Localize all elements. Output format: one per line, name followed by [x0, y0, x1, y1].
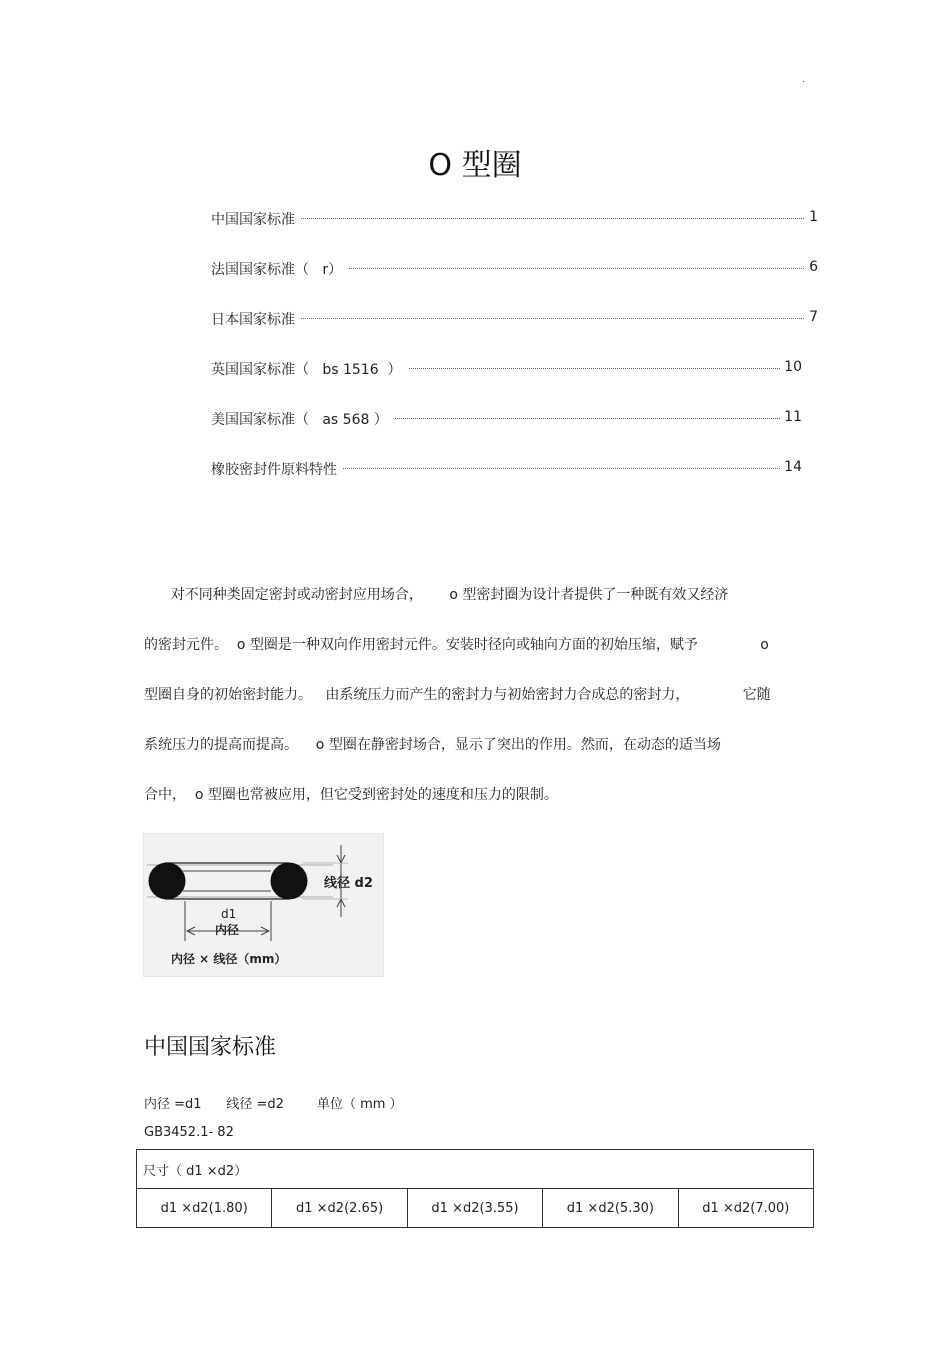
- toc-entry[interactable]: [211, 209, 818, 229]
- figure-caption: 内径 × 线径（mm）: [171, 952, 287, 966]
- intro-line: 合中， o 型圈也常被应用，但它受到密封处的速度和压力的限制。: [144, 787, 558, 803]
- intro-line: 对不同种类固定密封或动密封应用场合， o 型密封圈为设计者提供了一种既有效又经济: [144, 587, 729, 603]
- units-line: 内径 =d1 线径 =d2 单位（ mm ）: [144, 1097, 403, 1112]
- intro-line: 型圈自身的初始密封能力。 由系统压力而产生的密封力与初始密封力合成总的密封力， 它随: [144, 687, 771, 703]
- label-d1: d1: [221, 907, 237, 921]
- table-column-header: d1 ×d2(7.00): [678, 1189, 813, 1228]
- table-row: [137, 1150, 814, 1189]
- toc-entry-page: 10: [780, 359, 802, 375]
- size-table: [136, 1149, 814, 1228]
- intro-line: 的密封元件。 o 型圈是一种双向作用密封元件。安装时径向或轴向方面的初始压缩，赋予 o: [144, 637, 769, 653]
- toc-entry-label: 英国国家标准（ bs 1516 ）: [211, 359, 408, 379]
- table-header-cell: 尺寸（ d1 ×d2）: [137, 1150, 814, 1189]
- toc-entry-page: 14: [780, 459, 802, 475]
- standard-code: GB3452.1- 82: [144, 1125, 234, 1140]
- table-column-header: d1 ×d2(1.80): [137, 1189, 272, 1228]
- toc-entry-page: 6: [805, 259, 818, 275]
- section-heading: 中国国家标准: [144, 1035, 277, 1060]
- toc-entry-label: 中国国家标准: [211, 209, 301, 229]
- table-row: [137, 1189, 814, 1228]
- toc-entry[interactable]: [211, 409, 802, 429]
- toc-entry[interactable]: [211, 359, 802, 379]
- o-ring-cross-section-left: [149, 863, 186, 900]
- toc-entry[interactable]: [211, 459, 802, 479]
- toc-entry-label: 法国国家标准（ r）: [211, 259, 348, 279]
- toc-entry[interactable]: [211, 259, 818, 279]
- toc-entry-label: 美国国家标准（ as 568 ）: [211, 409, 394, 429]
- page-title: O 型圈: [428, 148, 522, 183]
- label-wire-diameter: 线径 d2: [324, 876, 373, 891]
- o-ring-cross-section-right: [271, 863, 308, 900]
- toc-entry-page: 11: [780, 409, 802, 425]
- toc-entry[interactable]: [211, 309, 818, 329]
- intro-line: 系统压力的提高而提高。 o 型圈在静密封场合，显示了突出的作用。然而，在动态的适当场: [144, 737, 721, 753]
- toc-entry-label: 橡胶密封件原料特性: [211, 459, 343, 479]
- o-ring-diagram: [143, 833, 384, 977]
- table-column-header: d1 ×d2(5.30): [543, 1189, 678, 1228]
- toc-entry-page: 7: [805, 309, 818, 325]
- table-column-header: d1 ×d2(3.55): [407, 1189, 542, 1228]
- label-inner-diameter: 内径: [215, 923, 240, 937]
- corner-mark: .: [802, 74, 806, 85]
- toc-entry-label: 日本国家标准: [211, 309, 301, 329]
- toc-leader-dots: [211, 218, 818, 219]
- toc-leader-dots: [211, 318, 818, 319]
- table-column-header: d1 ×d2(2.65): [272, 1189, 407, 1228]
- toc-entry-page: 1: [805, 209, 818, 225]
